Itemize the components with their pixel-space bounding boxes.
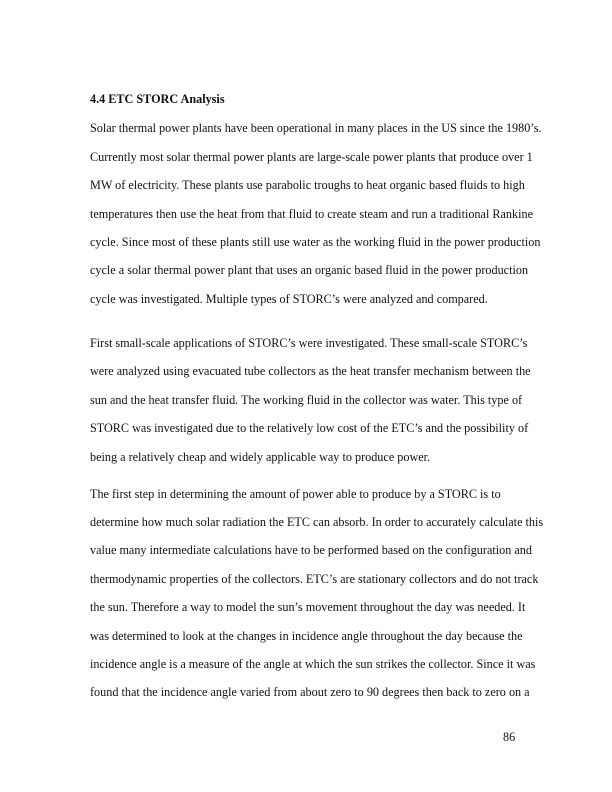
text-line: thermodynamic properties of the collectors. ETC’s are stationary collectors and do not track — [90, 572, 539, 586]
text-line: sun and the heat transfer fluid. The working fluid in the collector was water. This type of — [90, 393, 523, 407]
page-number: 86 — [503, 730, 516, 744]
text-line: cycle was investigated. Multiple types of STORC’s were analyzed and compared. — [90, 292, 488, 306]
section-heading: 4.4 ETC STORC Analysis — [90, 92, 225, 106]
text-line: cycle a solar thermal power plant that uses an organic based fluid in the power production — [90, 263, 529, 277]
text-line: the sun. Therefore a way to model the sun’s movement throughout the day was needed. It — [90, 600, 526, 614]
text-line: Solar thermal power plants have been operational in many places in the US since the 1980’s. — [90, 121, 542, 135]
text-line: MW of electricity. These plants use parabolic troughs to heat organic based fluids to high — [90, 178, 525, 192]
text-line: cycle. Since most of these plants still use water as the working fluid in the power production — [90, 235, 541, 249]
text-line: value many intermediate calculations have to be performed based on the configuration and — [90, 543, 532, 557]
text-line: determine how much solar radiation the ETC can absorb. In order to accurately calculate this — [90, 515, 544, 529]
text-line: First small-scale applications of STORC’s were investigated. These small-scale STORC’s — [90, 336, 528, 350]
text-line: Currently most solar thermal power plants are large-scale power plants that produce over 1 — [90, 150, 533, 164]
text-line: was determined to look at the changes in incidence angle throughout the day because the — [90, 629, 523, 643]
text-line: incidence angle is a measure of the angle at which the sun strikes the collector. Since it was — [90, 657, 536, 671]
text-line: STORC was investigated due to the relatively low cost of the ETC’s and the possibility of — [90, 421, 529, 435]
text-line: being a relatively cheap and widely applicable way to produce power. — [90, 450, 431, 464]
text-line: found that the incidence angle varied from about zero to 90 degrees then back to zero on a — [90, 685, 530, 699]
text-line: The first step in determining the amount of power able to produce by a STORC is to — [90, 487, 501, 501]
text-line: were analyzed using evacuated tube collectors as the heat transfer mechanism between the — [90, 364, 531, 378]
text-line: temperatures then use the heat from that fluid to create steam and run a traditional Rankine — [90, 207, 533, 221]
